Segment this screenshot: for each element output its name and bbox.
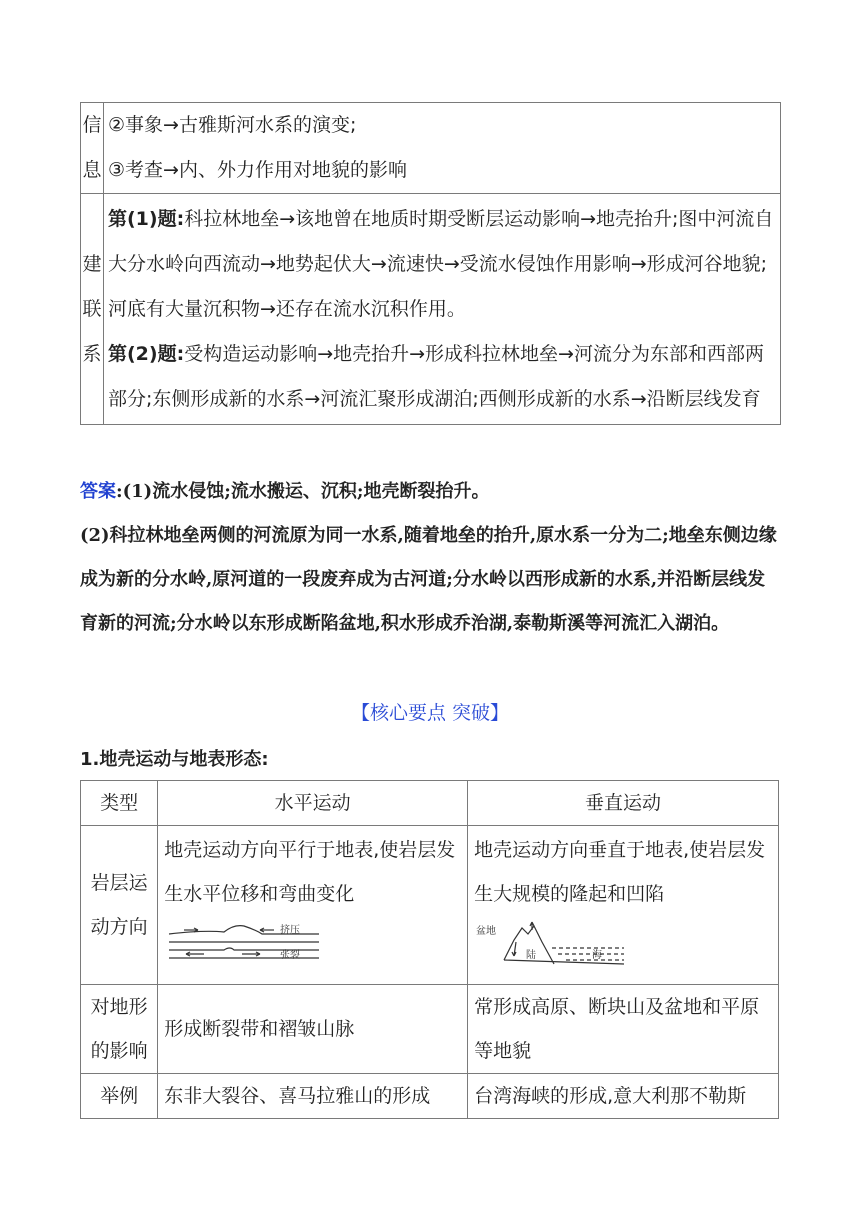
table-row xyxy=(81,1074,779,1119)
answer-block xyxy=(80,470,780,646)
analysis-table xyxy=(80,102,781,425)
diagram-label-rift: 张裂 xyxy=(280,950,301,961)
cell-horizontal: 东非大裂谷、喜马拉雅山的形成 xyxy=(158,1074,468,1119)
table-row xyxy=(81,985,779,1074)
row-label: 对地形的影响 xyxy=(81,985,158,1074)
cell-vertical: 地壳运动方向垂直于地表,使岩层发生大规模的隆起和凹陷 盆地 陆 海 xyxy=(468,826,779,985)
cell-vertical: 常形成高原、断块山及盆地和平原等地貌 xyxy=(468,985,779,1074)
cell-vertical: 台湾海峡的形成,意大利那不勒斯 xyxy=(468,1074,779,1119)
q1-analysis xyxy=(108,197,774,332)
diagram-label-land: 陆 xyxy=(526,950,537,961)
table-row xyxy=(81,826,779,985)
vertical-movement-diagram xyxy=(474,920,634,970)
q2-text: 受构造运动影响→地壳抬升→形成科拉林地垒→河流分为东部和西部两部分;东侧形成新的水系→河流汇聚形成湖泊;西侧形成新的水系→沿断层线发育 xyxy=(108,343,764,410)
link-label: 建联系 xyxy=(81,194,104,425)
diagram-label-squeeze: 挤压 xyxy=(280,925,301,936)
q2-analysis xyxy=(108,332,774,422)
q1-head: 第(1)题: xyxy=(108,208,185,230)
header-type: 类型 xyxy=(81,781,158,826)
table-header-row xyxy=(81,781,779,826)
cell-horizontal: 地壳运动方向平行于地表,使岩层发生水平位移和弯曲变化 挤压 张裂 xyxy=(158,826,468,985)
diagram-label-basin: 盆地 xyxy=(476,926,497,937)
info-line: ②事象→古雅斯河水系的演变; xyxy=(108,114,357,136)
answer-line-1: 答案:(1)流水侵蚀;流水搬运、沉积;地壳断裂抬升。 xyxy=(80,481,490,502)
movement-table xyxy=(80,780,779,1119)
row-label: 举例 xyxy=(81,1074,158,1119)
header-vertical: 垂直运动 xyxy=(468,781,779,826)
answer-para-2: (2)科拉林地垒两侧的河流原为同一水系,随着地垒的抬升,原水系一分为二;地垒东侧边缘成为新的分水岭,原河道的一段废弃成为古河道;分水岭以西形成新的水系,并沿断层线发育新的河流;分水岭以东形成断陷盆地,积水形成乔治湖,泰勒斯溪等河流汇入湖泊。 xyxy=(80,525,777,634)
section-heading: 【核心要点 突破】 xyxy=(350,702,510,724)
q1-text: 科拉林地垒→该地曾在地质时期受断层运动影响→地壳抬升;图中河流自大分水岭向西流动→地势起伏大→流速快→受流水侵蚀作用影响→形成河谷地貌;河底有大量沉积物→还存在流水沉积作用。 xyxy=(108,208,774,320)
info-line: ③考查→内、外力作用对地貌的影响 xyxy=(108,159,407,181)
info-label: 信息 xyxy=(81,103,104,194)
q2-head: 第(2)题: xyxy=(108,343,185,365)
diagram-label-sea: 海 xyxy=(592,950,603,961)
answer-label: 答案 xyxy=(80,481,116,502)
horizontal-movement-diagram xyxy=(164,920,324,966)
cell-horizontal: 形成断裂带和褶皱山脉 xyxy=(158,985,468,1074)
row-label: 岩层运动方向 xyxy=(81,826,158,985)
header-horizontal: 水平运动 xyxy=(158,781,468,826)
sub-heading: 1.地壳运动与地表形态: xyxy=(80,749,269,770)
